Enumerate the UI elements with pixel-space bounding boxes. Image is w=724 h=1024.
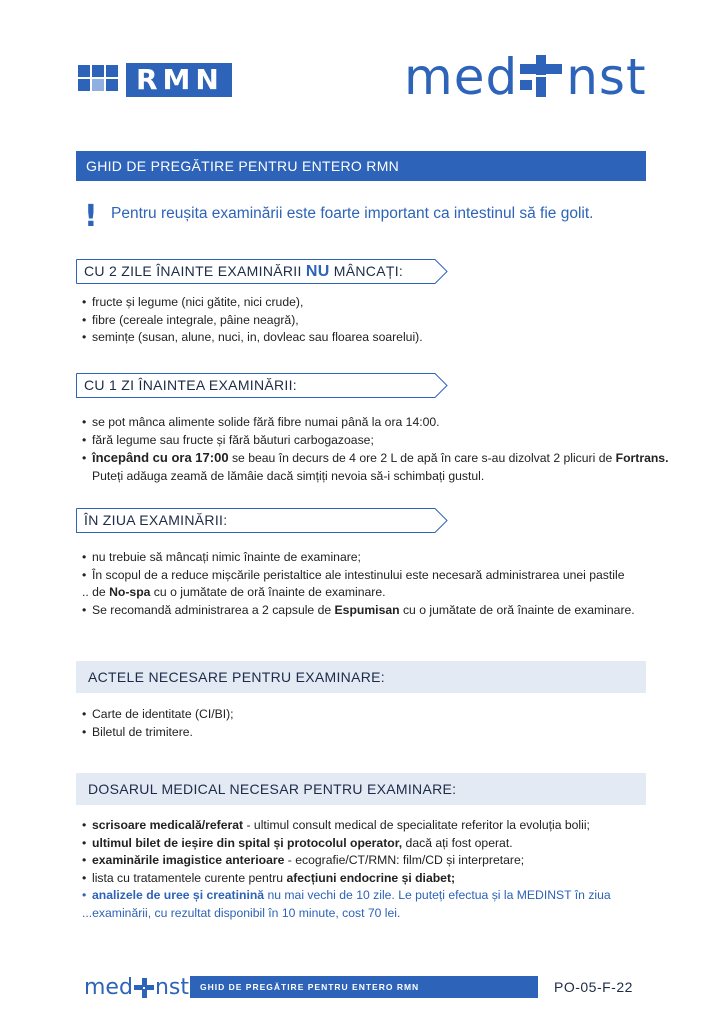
footer-logo-left: med — [84, 975, 133, 1000]
section2-title: CU 1 ZI ÎNAINTEA EXAMINĂRII: — [84, 377, 297, 393]
list-item-continuation: ...examinării, cu rezultat disponibil în 10 minute, cost 70 lei. — [82, 905, 401, 920]
warning-text: Pentru reușita examinării este foarte important ca intestinul să fie golit. — [111, 205, 594, 222]
list-item-continuation: Puteți adăuga zeamă de lămâie dacă simțiți nevoia să-i schimbați gustul. — [92, 468, 485, 483]
warning-icon — [84, 199, 98, 234]
medinst-logo — [404, 48, 647, 106]
list-item: • fibre (cereale integrale, pâine neagră), — [82, 312, 299, 327]
list-item: • analizele de uree și creatinină nu mai vechi de 10 zile. Le puteți efectua și la MEDINST în ziua — [82, 888, 611, 902]
section1-list — [82, 294, 423, 347]
list-item: • Carte de identitate (CI/BI); — [82, 707, 234, 721]
warning-mark: ! — [84, 199, 98, 234]
plus-icon — [134, 978, 154, 998]
document-code: PO-05-F-22 — [554, 979, 633, 995]
list-item: • se pot mânca alimente solide fără fibre numai până la ora 14:00. — [82, 415, 440, 429]
section3-list — [82, 549, 635, 619]
list-item: • fără legume sau fructe și fără băuturi carbogazoase; — [82, 432, 374, 447]
footer-logo-right: nst — [154, 975, 189, 1000]
rmn-logo — [78, 63, 236, 97]
list-item: • examinările imagistice anterioare - ecografie/CT/RMN: film/CD și interpretare; — [82, 853, 525, 867]
section1-title-after: MÂNCAȚI: — [333, 263, 404, 279]
medinst-logo-left: med — [404, 48, 519, 106]
list-item-continuation: .. de No-spa cu o jumătate de oră înainte de examinare. — [82, 585, 386, 599]
footer-logo — [84, 975, 189, 1000]
section-header-exam-day — [76, 508, 448, 532]
list-item: • Biletul de trimitere. — [82, 724, 193, 739]
list-item: • În scopul de a reduce mișcările peristaltice ale intestinului este necesară administrarea unei pastile — [82, 567, 625, 582]
medinst-logo-right: nst — [566, 48, 647, 106]
section2-list — [82, 414, 668, 485]
list-item: • nu trebuie să mâncați nimic înainte de examinare; — [82, 550, 361, 564]
list-item: • semințe (susan, alune, nuci, in, dovleac sau floarea soarelui). — [82, 330, 423, 344]
section3-title: ÎN ZIUA EXAMINĂRII: — [84, 512, 228, 528]
dosar-list — [82, 817, 611, 922]
list-item: • Se recomandă administrarea a 2 capsule de Espumisan cu o jumătate de oră înainte de examinare. — [82, 602, 635, 617]
medical-cross-icon — [78, 63, 122, 97]
footer-title-bar: GHID DE PREGĂTIRE PENTRU ENTERO RMN — [190, 976, 538, 998]
page-title: GHID DE PREGĂTIRE PENTRU ENTERO RMN — [76, 151, 646, 181]
plus-icon — [520, 55, 564, 99]
acte-list — [82, 706, 234, 741]
section1-title-nu: NU — [305, 263, 330, 280]
dosar-section-header: DOSARUL MEDICAL NECESAR PENTRU EXAMINARE: — [76, 773, 646, 805]
section-header-1-day — [76, 373, 448, 397]
acte-section-header: ACTELE NECESARE PENTRU EXAMINARE: — [76, 661, 646, 693]
list-item: • ultimul bilet de ieșire din spital și protocolul operator, dacă ați fost operat. — [82, 835, 513, 850]
list-item: • scrisoare medicală/referat - ultimul consult medical de specialitate referitor la evoluția bolii; — [82, 818, 590, 832]
list-item: • fructe și legume (nici gătite, nici crude), — [82, 295, 304, 309]
rmn-logo-text: RMN — [126, 63, 232, 97]
list-item: • începând cu ora 17:00 se beau în decurs de 4 ore 2 L de apă în care s-au dizolvat 2 plicuri de Fortrans. — [82, 450, 669, 465]
section1-title-before: CU 2 ZILE ÎNAINTE EXAMINĂRII — [84, 263, 302, 279]
list-item: • lista cu tratamentele curente pentru afecțiuni endocrine și diabet; — [82, 870, 456, 885]
section-header-2-days — [76, 259, 448, 283]
